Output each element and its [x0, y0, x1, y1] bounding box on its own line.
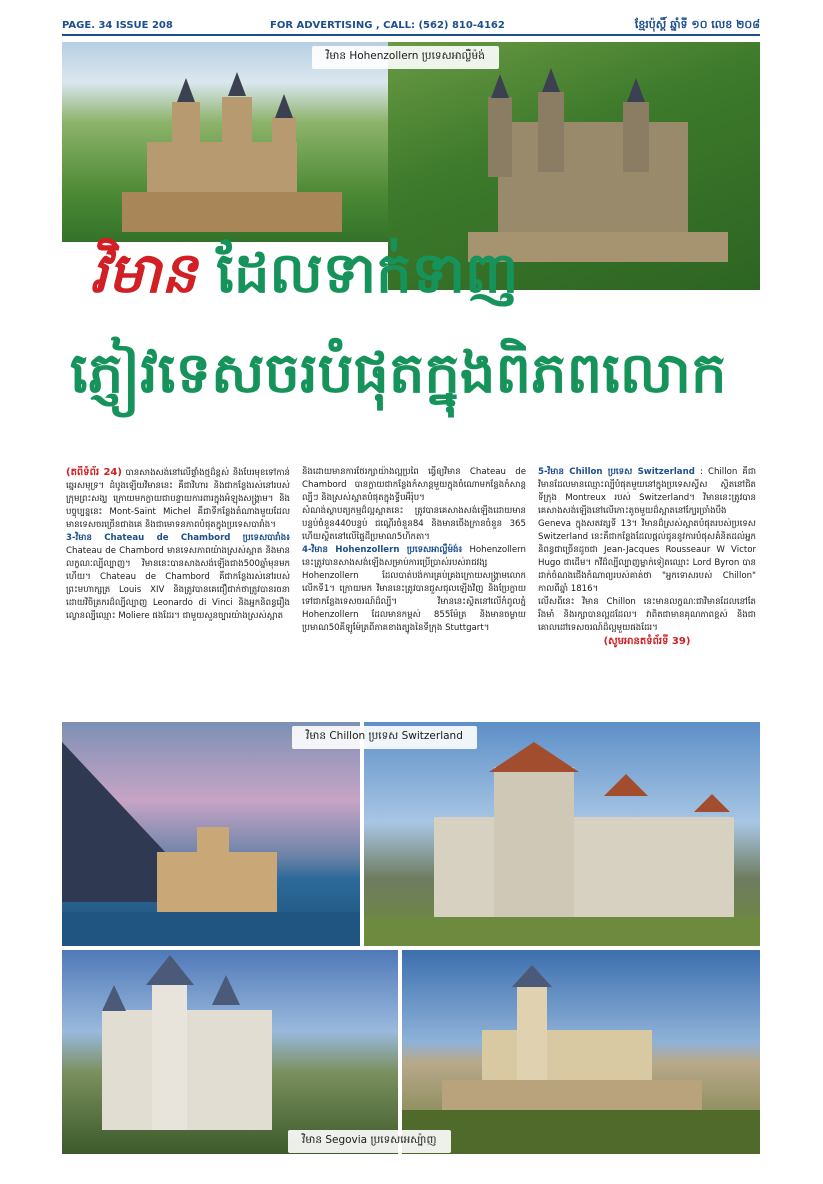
section-5-text: : Chillon គឺជាវិមានដែលមានឈ្មោះល្បីបំផុតមួយនៅក្នុងប្រទេសស្វីស ស្ថិតនៅជិតទីក្រុង Montreux របស់ Switzerland។ វិមាននេះត្រូវបានគេសាងសង់ឡើងនៅលើកោះតូចមួយដ៏ស្អាតនៅក្បែរច្រាំងបឹង Geneva ក្នុងសតវត្សទី 13។ វិមានដ៏ស្រស់ស្អាតបំផុតរបស់ប្រទេស Switzerland នេះគឺជាកន្លែងដែលផ្ដល់ជូននូវការបំផុសគំនិតដល់អ្នកនិពន្ធជាច្រើនដូចជា Jean-Jacques Rousseaur W Victor Hugo ជាដើម។ កវីដ៏ល្បីល្បាញម្នាក់ទៀតឈ្មោះ Lord Byron បានដាក់ចំណងជើងកំណាព្យរបស់គាត់ថា "អ្នកទោសរបស់ Chillon" កាលពីឆ្នាំ 1816។	[538, 467, 756, 594]
segovia-caption: វិមាន Segovia ប្រទេសអេស្ប៉ាញ	[288, 1130, 451, 1153]
article-column-3	[538, 466, 756, 718]
chillon-photo-right	[364, 722, 760, 946]
article-column-1	[66, 466, 290, 718]
header-divider	[62, 34, 760, 36]
continued-to-label: (សូមអានតទំព័រទី 39)	[603, 636, 691, 647]
column-3-text-2: លើសពីនេះ វិមាន Chillon នេះមានលក្ខណៈជាវិមានដែលនៅតែរឹងមាំ និងរក្សាបានល្អដដែល។ វាពិតជាមានគុណភាពខ្ពស់ និងជាគោលដៅទេសចរណ៍ដ៏ល្អមួយផងដែរ។	[538, 597, 756, 633]
chillon-photo-left	[62, 722, 360, 946]
headline-line-1	[90, 240, 518, 307]
headline-line-2: ភ្ញៀវទេសចរបំផុតក្នុងពិភពលោក	[70, 341, 727, 406]
segovia-photo-left	[62, 950, 398, 1154]
chillon-caption: វិមាន Chillon ប្រទេស Switzerland	[292, 726, 477, 749]
page-header	[62, 18, 760, 34]
headline-red-word: វិមាន	[90, 241, 197, 306]
segovia-photo-right	[402, 950, 760, 1154]
hohenzollern-photo-left	[62, 42, 402, 242]
section-3-text: Chateau de Chambord មានទេសភាពយ៉ាងស្រស់ស្អាត និងមានលក្ខណៈល្បីល្បាញ។ វិមាននេះបានសាងសង់ឡើងជាង500ឆ្នាំមុនមកហើយ។ Chateau de Chambord គឺជាកន្លែងរស់នៅរបស់ព្រះមហាក្សត្រ Louis XIV និងត្រូវបានគេជឿជាក់ថាត្រូវបានរចនាដោយវិចិត្រករដ៏ល្បីល្បាញ Leonardo di Vinci និងអ្នកនិពន្ធរឿងល្ខោនល្បីឈ្មោះ Moliere ផងដែរ។ ជាមួយសួនច្បារយ៉ាងស្រស់ស្អាត	[66, 546, 290, 621]
section-4-heading: 4-វិមាន Hohenzollern ប្រទេសអាល្លឺម៉ង់៖	[302, 545, 463, 555]
paper-date: ខ្មែរប៉ុស្ដិ៍ ឆ្នាំទី ១០ លេខ ២០៨	[634, 18, 760, 31]
column-1-intro: បានសាងសង់នៅលើផ្ទាំងថ្មដ៏ខ្ពស់ និងបែរមុខទៅកាន់ឆ្នេរសមុទ្រ។ ដំបូងឡើយវិមាននេះ គឺជាវិហារ និងជាកន្លែងរស់នៅរបស់ក្រុមព្រះសង្ឃ ក្រោយមកក្លាយជាបន្ទាយការពារក្នុងអំឡុងសង្គ្រាម។ និងបច្ចុប្បន្ននេះ Mont-Saint Michel គឺជាទីកន្លែងតំណាងមួយដែលមានទេសចរច្រើនជាងគេ និងជាមោទនភាពបំផុតក្នុងប្រទេសបារាំង។	[66, 468, 290, 530]
hohenzollern-caption: វិមាន Hohenzollern ប្រទេសអាល្លឺម៉ង់	[312, 46, 499, 69]
column-2-text-1: និងដោយមានការថែរក្សាយ៉ាងល្អប្រពៃ ធ្វើឲ្យវិមាន Chateau de Chambord បានក្លាយជាកន្លែងកំសាន្តមួយក្នុងចំណោមកន្លែងកំសាន្តល្បីៗ និងស្រស់ស្អាតបំផុតក្នុងទ្វីបអឺរ៉ុប។	[302, 467, 526, 503]
continued-from-label: (តពីទំព័រ 24)	[66, 467, 122, 478]
page-issue-label: PAGE. 34 ISSUE 208	[62, 20, 173, 31]
column-2-text-2: សំណង់ស្ថាបត្យកម្មដ៏ល្អស្អាតនេះ ត្រូវបានគេសាងសង់ឡើងដោយមានបន្ទប់ចំនួន440បន្ទប់ ជណ្ដើរចំនួន84 និងមានចើងក្រានចំនួន 365 ហើយស្ថិតនៅលើផ្ទៃដីប្រមាណ5ហិកតា។	[302, 506, 526, 542]
advertising-contact: FOR ADVERTISING , CALL: (562) 810-4162	[270, 20, 505, 31]
headline-green-words: ដែលទាក់ទាញ	[216, 241, 519, 306]
section-4-text: Hohenzollern នេះត្រូវបានសាងសង់ឡើងសម្រាប់ការប្រើប្រាស់របស់រាជវង្ស Hohenzollern ដែលបាត់បង់ការគ្រប់គ្រងក្រោយសង្គ្រាមលោកលើកទី1។ ក្រោយមក វិមាននេះត្រូវបានជួសជុលឡើងវិញ និងប្រែក្លាយទៅជាកន្លែងទេសចរណ៍ដ៏ល្បី។ វិមាននេះស្ថិតនៅលើកំពូលភ្នំ Hohenzollern ដែលមានកម្ពស់ 855ម៉ែត្រ និងមានចម្ងាយប្រមាណ50គីឡូម៉ែត្រពីភាគខាងត្បូងនៃទីក្រុង Stuttgart។	[302, 545, 526, 633]
article-column-2	[302, 466, 526, 718]
section-5-heading: 5-វិមាន Chillon ប្រទេស Switzerland	[538, 467, 695, 477]
section-3-heading: 3-វិមាន Chateau de Chambord ប្រទេសបារាំង៖	[66, 533, 290, 543]
